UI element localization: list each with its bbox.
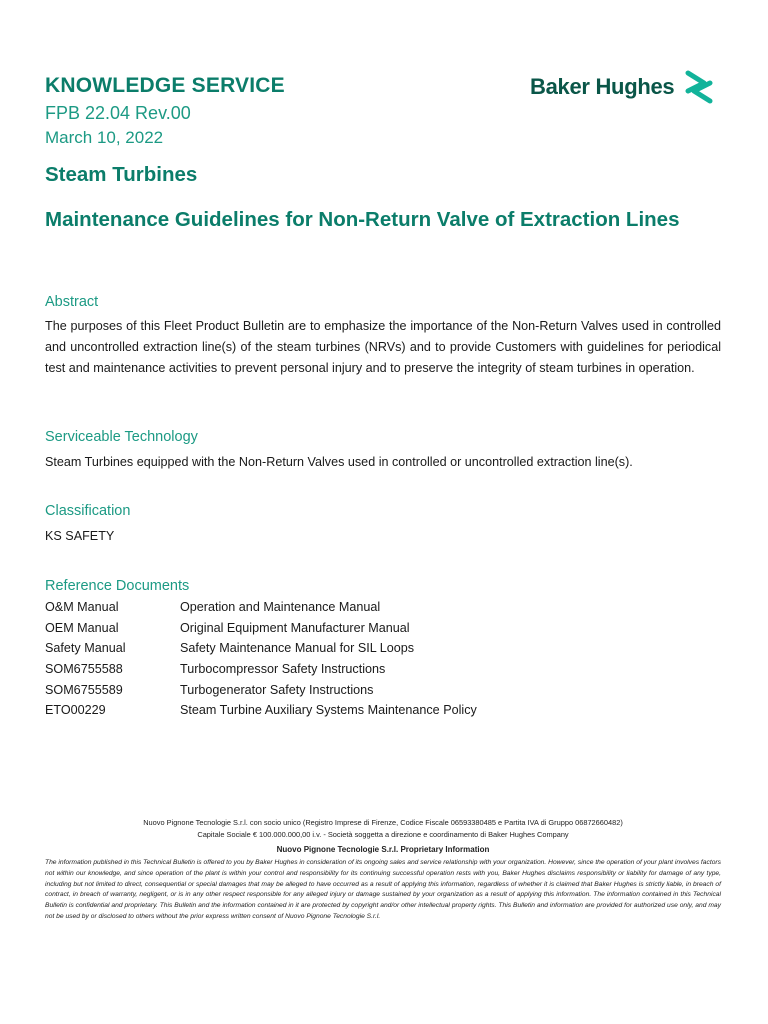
reference-documents-table	[45, 600, 477, 724]
baker-hughes-chevron-icon	[682, 70, 716, 104]
table-row	[45, 662, 477, 683]
reference-title: Operation and Maintenance Manual	[180, 600, 381, 614]
footer	[45, 817, 721, 923]
subject-title: Maintenance Guidelines for Non-Return Valve of Extraction Lines	[45, 208, 680, 231]
company-registration-line: Nuovo Pignone Tecnologie S.r.l. con socio unico (Registro Imprese di Firenze, Codice Fiscale 06593380485 e Partita IVA di Gruppo 06872660482)	[143, 818, 623, 827]
reference-title: Original Equipment Manufacturer Manual	[180, 620, 410, 635]
reference-code: SOM6755589	[45, 682, 123, 697]
document-code: FPB 22.04 Rev.00	[45, 103, 191, 123]
table-row	[45, 600, 477, 621]
reference-code: O&M Manual	[45, 600, 119, 614]
reference-title: Steam Turbine Auxiliary Systems Maintenance Policy	[180, 703, 477, 718]
abstract-text: The purposes of this Fleet Product Bulletin are to emphasize the importance of the Non-Return Valves used in controlled and uncontrolled extraction line(s) of the steam turbines (NRVs) and to provide Customers with guidelines for periodical test and maintenance activities to prevent personal injury and to preserve the integrity of steam turbines in operation.	[45, 319, 721, 375]
classification-text: KS SAFETY	[45, 529, 115, 543]
document-date: March 10, 2022	[45, 128, 164, 147]
table-row	[45, 641, 477, 662]
proprietary-information-label: Nuovo Pignone Tecnologie S.r.l. Proprietary Information	[276, 845, 490, 854]
reference-code: Safety Manual	[45, 641, 126, 656]
legal-disclaimer: The information published in this Technical Bulletin is offered to you by Baker Hughes in consideration of its ongoing sales and service relationship with your organization. However, since the operation of your plant involves factors not within our knowledge, and since operation of the plant is within your control and responsibility for its continuing successful operation rests with you, Baker Hughes disclaims responsibility or liability for damage of any type, including but not limited to direct, consequential or special damages that may be alleged to have occurred as a result of applying this information, regardless of whether it is claimed that Baker Hughes is strictly liable, in breach of contract, in breach of warranty, negligent, or is in any other respect responsible for any alleged injury or damage sustained by your organization as a result of applying this information. The information contained in this Technical Bulletin is confidential and proprietary. This Bulletin and the information contained in it are protected by copyright and/or other intellectual property rights. This Bulletin and information are provided for authorized use only, and may not be used by or disclosed to others without the prior express written consent of Nuovo Pignone Tecnologie S.r.l.	[45, 859, 721, 920]
share-capital-line: Capitale Sociale € 100.000.000,00 i.v. - Società soggetta a direzione e coordinamento di Baker Hughes Company	[197, 830, 569, 839]
reference-code: OEM Manual	[45, 620, 119, 635]
baker-hughes-logo	[530, 70, 716, 104]
table-row	[45, 703, 477, 724]
reference-documents-heading: Reference Documents	[45, 578, 190, 594]
table-row	[45, 621, 477, 642]
reference-code: ETO00229	[45, 703, 106, 718]
classification-heading: Classification	[45, 503, 131, 519]
serviceable-technology-text: Steam Turbines equipped with the Non-Return Valves used in controlled or uncontrolled extraction line(s).	[45, 455, 633, 469]
serviceable-technology-heading: Serviceable Technology	[45, 429, 198, 445]
table-row	[45, 683, 477, 704]
reference-title: Turbogenerator Safety Instructions	[180, 682, 374, 697]
reference-code: SOM6755588	[45, 662, 123, 677]
product-title: Steam Turbines	[45, 163, 198, 186]
knowledge-service-title: KNOWLEDGE SERVICE	[45, 74, 285, 97]
abstract-heading: Abstract	[45, 294, 99, 310]
reference-title: Turbocompressor Safety Instructions	[180, 662, 386, 677]
logo-text: Baker Hughes	[530, 74, 675, 99]
reference-title: Safety Maintenance Manual for SIL Loops	[180, 641, 415, 656]
